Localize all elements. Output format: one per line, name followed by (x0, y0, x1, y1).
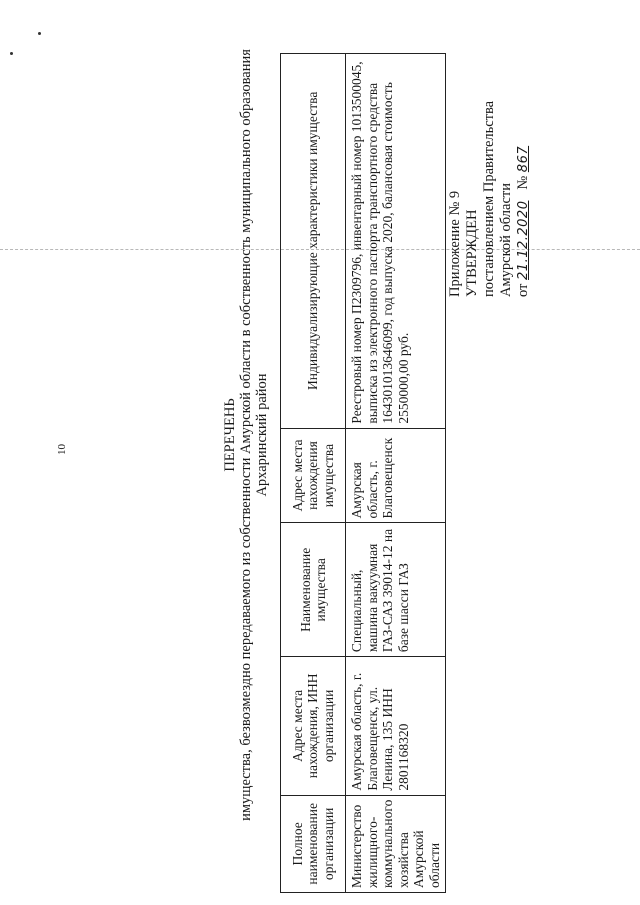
cell-org-name: Министерство жилищного-коммунального хозяйства Амурской области (346, 795, 446, 892)
appendix-number: Приложение № 9 (447, 190, 463, 297)
number-prefix: № (515, 175, 531, 190)
scan-speck (10, 52, 13, 55)
date-prefix: от (515, 283, 531, 297)
title-heading: ПЕРЕЧЕНЬ (222, 398, 238, 472)
property-table (280, 53, 446, 893)
title-line-1: имущества, безвозмездно передаваемого из собственности Амурской области в собственность муниципального образования (238, 49, 254, 821)
approved-by-line: постановлением Правительства (481, 100, 497, 297)
cell-property-characteristics: Реестровый номер П2309796, инвентарный номер 1013500045, выписка из электронного паспорта транспортного средства 164301013646099, год выпуска 2020, балансовая стоимость 2550000,00 руб. (346, 54, 446, 429)
header-org-name: Полное наименование организации (281, 795, 346, 892)
header-property-address: Адрес места нахождения имущества (281, 428, 346, 523)
cell-org-address: Амурская область, г. Благовещенск, ул. Ленина, 135 ИНН 2801168320 (346, 657, 446, 796)
approved-by-region: Амурской области (498, 183, 514, 297)
header-property-characteristics: Индивидуализирующие характеристики имущества (281, 54, 346, 429)
approval-stamp-block (447, 0, 532, 297)
title-line-2: Архаринский район (254, 373, 270, 497)
handwritten-number: 867 (516, 145, 531, 173)
table-header-row (281, 54, 346, 893)
cell-property-name: Специальный, машина вакуумная ГАЗ-САЗ 39014-12 на базе шасси ГАЗ (346, 523, 446, 657)
document-title (222, 45, 270, 825)
page-number: 10 (56, 444, 68, 455)
approved-label: УТВЕРЖДЕН (464, 209, 480, 297)
cell-property-address: Амурская область, г. Благовещенск (346, 428, 446, 523)
table-row (346, 54, 446, 893)
header-org-address: Адрес места нахождения, ИНН организации (281, 657, 346, 796)
header-property-name: Наименование имущества (281, 523, 346, 657)
handwritten-date: 21.12.2020 (516, 200, 531, 280)
scan-speck (38, 32, 41, 35)
approval-date-line (515, 0, 532, 297)
